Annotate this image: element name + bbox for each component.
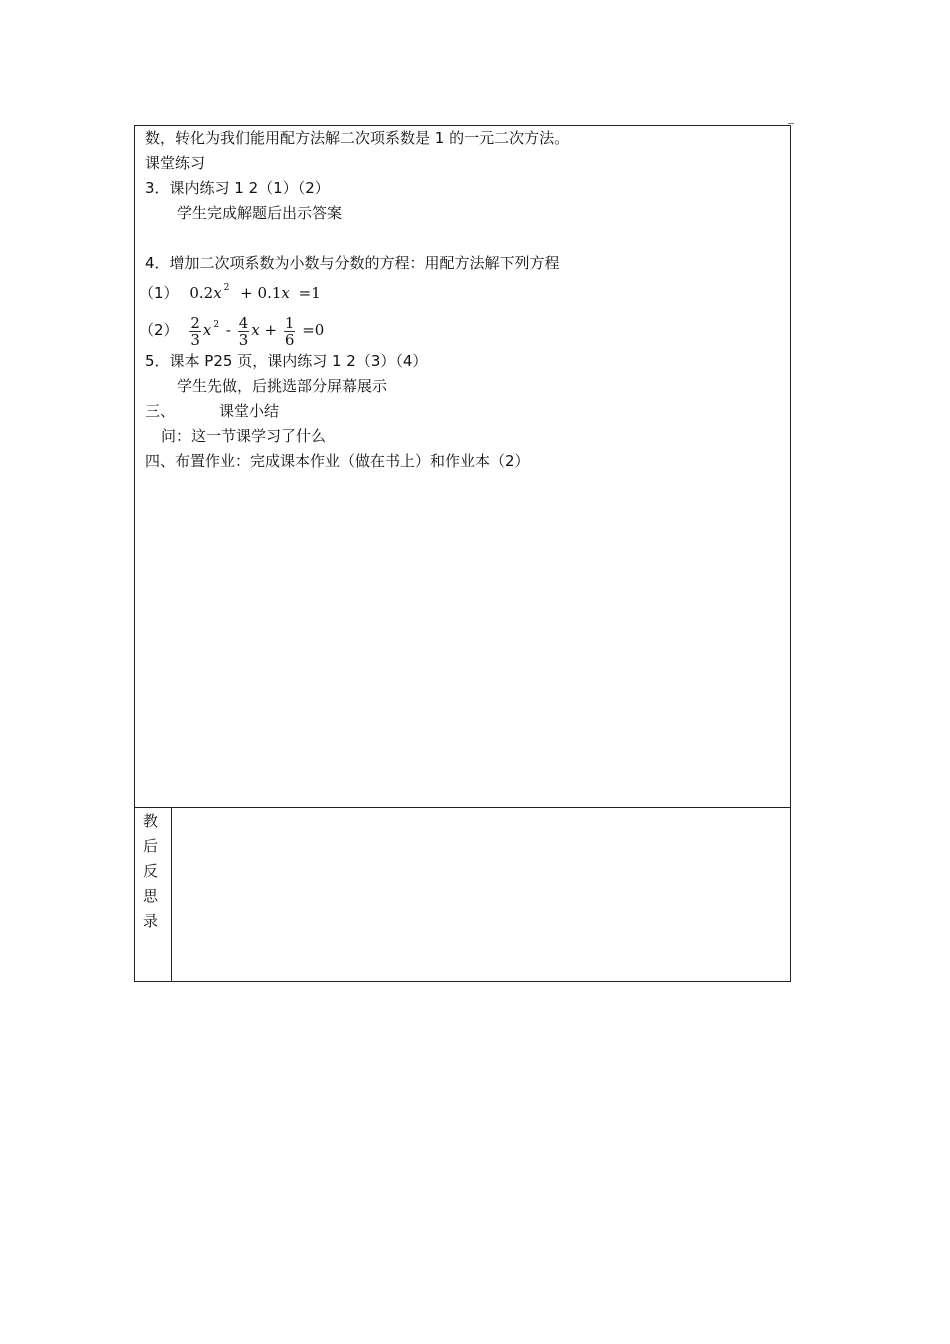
text-line-conversion: 数，转化为我们能用配方法解二次项系数是 1 的一元二次方法。 (145, 129, 570, 147)
section-3-title: 课堂小结 (219, 402, 280, 420)
eq2-minus: - (225, 321, 231, 339)
eq2-equals: = (302, 321, 315, 339)
eq2-var-1: x (202, 321, 212, 339)
text-student-answers: 学生完成解题后出示答案 (177, 204, 343, 222)
item-4-equations: 4．增加二次项系数为小数与分数的方程：用配方法解下列方程 (145, 254, 560, 272)
reflection-char: 反 (143, 862, 159, 880)
section-4-homework: 四、布置作业：完成课本作业（做在书上）和作业本（2） (145, 452, 530, 470)
eq2-rhs: 0 (314, 321, 325, 339)
eq2-var-2: x (251, 321, 260, 339)
eq1-coef-2: 0.1 (257, 284, 282, 302)
reflection-char: 后 (143, 837, 159, 855)
equation-2-label: （2） (139, 321, 179, 339)
eq2-exponent: 2 (213, 320, 220, 330)
eq1-exponent: 2 (223, 283, 230, 293)
eq1-var-1: x (213, 284, 222, 302)
text-question: 问：这一节课学习了什么 (161, 427, 327, 445)
reflection-content-cell[interactable] (172, 808, 790, 981)
item-5-textbook: 5．课本 P25 页，课内练习 1 2（3）（4） (145, 352, 428, 370)
equation-1-label: （1） (139, 284, 179, 302)
eq1-coef-1: 0.2 (189, 284, 214, 302)
eq2-fraction-3: $\frac{1}{6}$ (284, 313, 295, 349)
section-class-practice: 课堂练习 (145, 154, 206, 172)
eq1-plus: + (240, 284, 253, 302)
eq2-fraction-1: $\frac{2}{3}$ (190, 313, 200, 349)
reflection-char: 教 (143, 812, 159, 830)
eq2-fraction-2: $\frac{4}{3}$ (238, 313, 249, 349)
section-3-summary (145, 401, 279, 421)
eq2-plus: + (264, 321, 278, 339)
section-3-number: 三、 (145, 402, 176, 420)
equation-1 (139, 278, 321, 303)
text-students-first: 学生先做，后挑选部分屏幕展示 (177, 377, 388, 395)
equation-2 (139, 306, 324, 349)
eq1-rhs: 1 (311, 284, 321, 302)
item-3-practice: 3．课内练习 1 2（1）（2） (145, 179, 330, 197)
corner-mark (788, 123, 794, 124)
lesson-plan-table (134, 125, 791, 982)
reflection-char: 思 (143, 887, 159, 905)
eq1-var-2: x (281, 284, 290, 302)
eq1-equals: = (298, 284, 312, 302)
reflection-char: 录 (143, 912, 159, 930)
